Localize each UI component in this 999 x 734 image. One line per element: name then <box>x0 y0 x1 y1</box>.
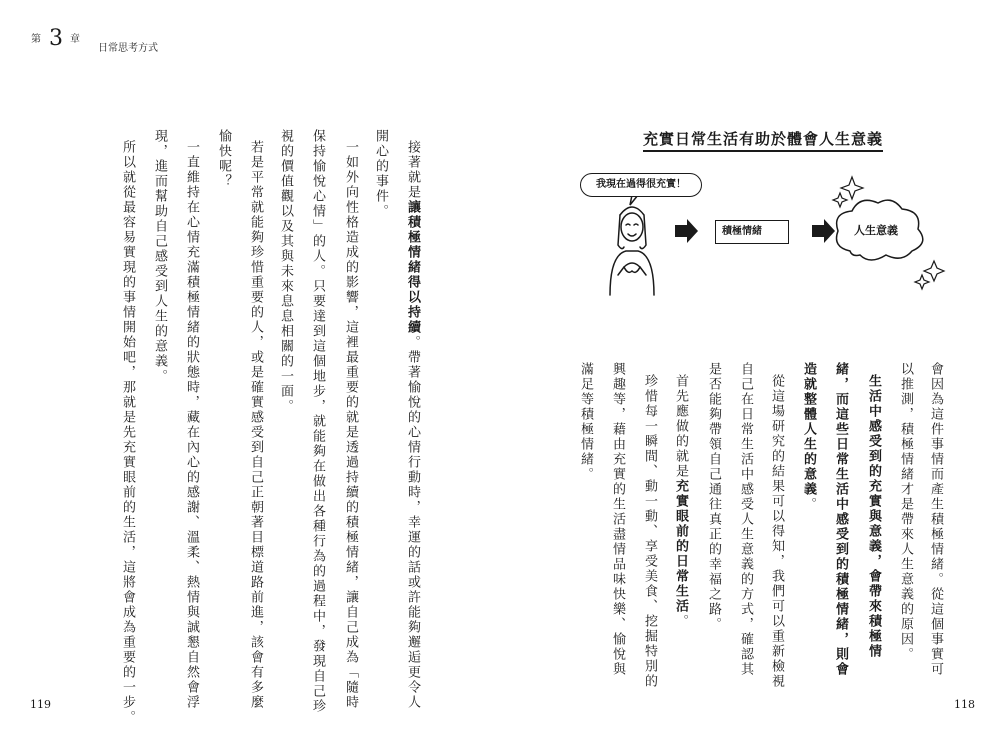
left-col-1 <box>405 140 420 710</box>
text-segment: 是否能夠帶領自己通往真正的幸福之路。 <box>706 362 721 632</box>
right-col-4 <box>833 362 848 677</box>
chapter-title: 日常思考方式 <box>98 43 158 54</box>
text-segment: 保持愉悅心情」的人。只要達到這個地步，就能夠在做出各種行為的過程中，發現自己珍 <box>310 129 325 714</box>
text-segment: 會因為這件事情而產生積極情緒。從這個事實可 <box>928 362 943 677</box>
right-col-6 <box>769 374 784 689</box>
sparkle-icon-4 <box>915 275 929 289</box>
left-col-10 <box>120 140 135 725</box>
text-segment: 接著就是 <box>405 140 420 200</box>
right-col-12 <box>578 362 593 482</box>
figure-title-text: 充實日常生活有助於體會人生意義 <box>643 128 883 152</box>
text-segment: 。 <box>673 614 688 629</box>
sparkle-icon-1 <box>841 177 863 199</box>
emotion-box-label: 積極情緒 <box>715 220 789 244</box>
right-col-2 <box>898 362 913 662</box>
bold-text-segment: 讓積極情緒得以持續 <box>405 200 420 335</box>
arrow-right-1 <box>675 219 698 243</box>
text-segment: 若是平常就能夠珍惜重要的人，或是確實感受到自己正朝著目標道路前進，該會有多麼 <box>248 140 263 710</box>
left-col-6 <box>248 140 263 710</box>
chapter-prefix: 第 <box>31 34 41 45</box>
right-page-number: 118 <box>954 698 975 711</box>
text-segment: 。 <box>801 497 816 512</box>
right-col-11 <box>610 362 625 677</box>
text-segment: 滿足等積極情緒。 <box>578 362 593 482</box>
left-col-5 <box>278 129 293 414</box>
bold-text-segment: 緒，而這些日常生活中感受到的積極情緒，則會 <box>833 362 848 677</box>
text-segment: 自己在日常生活中感受人生意義的方式，確認其 <box>738 362 753 677</box>
sparkle-icon-3 <box>924 261 944 281</box>
cloud-label: 人生意義 <box>854 224 898 237</box>
text-segment: 珍惜每一瞬間、動一動、享受美食、挖掘特別的 <box>642 374 657 689</box>
text-segment: 。帶著愉悅的心情行動時，幸運的話或許能夠邂逅更令人 <box>405 335 420 710</box>
right-col-8 <box>706 362 721 632</box>
right-col-10 <box>642 374 657 689</box>
left-col-2 <box>373 129 388 219</box>
left-col-8 <box>184 140 199 710</box>
figure <box>570 155 970 305</box>
speech-bubble: 我現在過得很充實！ <box>580 173 702 197</box>
sparkle-icon-2 <box>833 193 847 207</box>
right-col-9 <box>673 374 688 629</box>
left-col-3 <box>343 140 358 710</box>
text-segment: 以推測，積極情緒才是帶來人生意義的原因。 <box>898 362 913 662</box>
bold-text-segment: 充實眼前的日常生活 <box>673 479 688 614</box>
woman-icon <box>610 207 654 295</box>
chapter-suffix: 章 <box>70 34 80 45</box>
left-page-number: 119 <box>30 698 51 711</box>
text-segment: 現，進而幫助自己感受到人生的意義。 <box>152 129 167 384</box>
left-col-9 <box>152 129 167 384</box>
left-col-7 <box>216 129 231 189</box>
text-segment: 愉快呢？ <box>216 129 231 189</box>
chapter-number: 3 <box>49 26 63 51</box>
text-segment: 從這場研究的結果可以得知，我們可以重新檢視 <box>769 374 784 689</box>
right-col-7 <box>738 362 753 677</box>
text-segment: 視的價值觀以及其與未來息息相關的一面。 <box>278 129 293 414</box>
figure-title <box>598 128 928 152</box>
text-segment: 所以就從最容易實現的事情開始吧，那就是先充實眼前的生活，這將會成為重要的一步。 <box>120 140 135 725</box>
left-col-4 <box>310 129 325 714</box>
right-col-1 <box>928 362 943 677</box>
bold-text-segment: 生活中感受到的充實與意義，會帶來積極情 <box>866 374 881 659</box>
text-segment: 首先應做的就是 <box>673 374 688 479</box>
text-segment: 一如外向性格造成的影響，這裡最重要的就是透過持續的積極情緒，讓自己成為「隨時 <box>343 140 358 710</box>
bold-text-segment: 造就整體人生的意義 <box>801 362 816 497</box>
arrow-right-2 <box>812 219 835 243</box>
right-col-5 <box>801 362 816 512</box>
text-segment: 開心的事件。 <box>373 129 388 219</box>
right-col-3 <box>866 374 881 659</box>
text-segment: 興趣等，藉由充實的生活盡情品味快樂、愉悅與 <box>610 362 625 677</box>
text-segment: 一直維持在心情充滿積極情緒的狀態時，藏在內心的感謝、溫柔、熱情與誠懇自然會浮 <box>184 140 199 710</box>
